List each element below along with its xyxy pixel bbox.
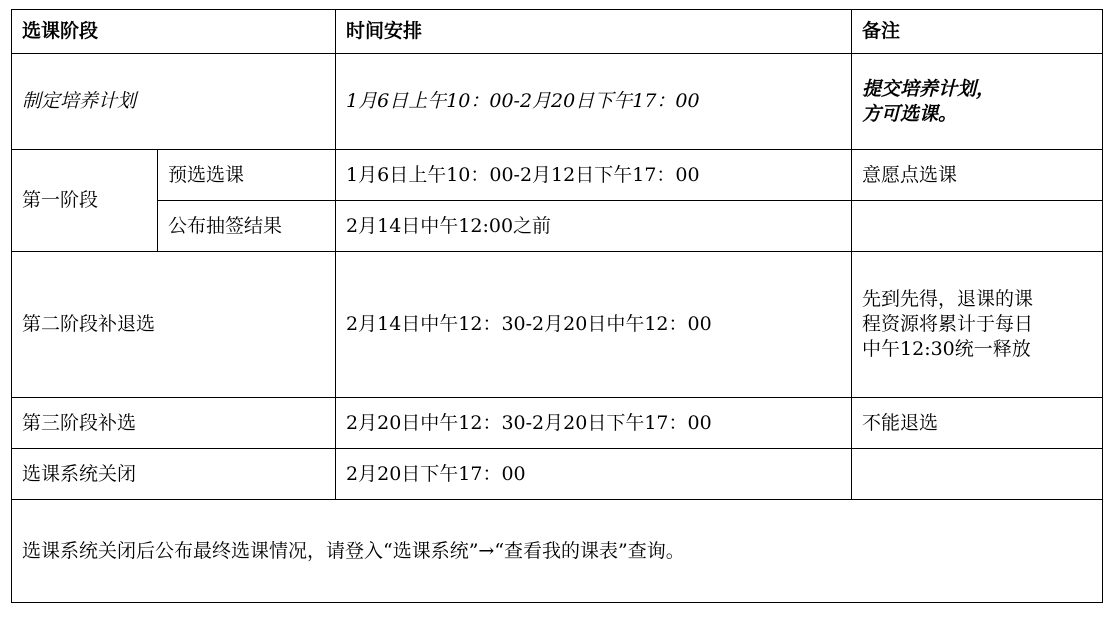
phase1-preselect-label: 预选选课: [158, 150, 336, 201]
plan-note: [852, 54, 1103, 150]
phase1-stage: 第一阶段: [12, 150, 158, 252]
table-row-phase1-lottery: [12, 201, 1103, 252]
phase1-preselect-time: 1月6日上午10：00-2月12日下午17：00: [336, 150, 852, 201]
phase2-stage: 第二阶段补退选: [12, 252, 336, 398]
table-header-row: [12, 10, 1103, 54]
phase1-lottery-time: 2月14日中午12:00之前: [336, 201, 852, 252]
table-row-plan: [12, 54, 1103, 150]
plan-stage: 制定培养计划: [12, 54, 336, 150]
phase2-note-line-1: 先到先得，退课的课: [862, 288, 1034, 310]
phase2-time: 2月14日中午12：30-2月20日中午12：00: [336, 252, 852, 398]
header-stage: 选课阶段: [12, 10, 336, 54]
course-selection-schedule-table: [11, 9, 1103, 603]
table-row-footer: [12, 500, 1103, 603]
phase2-note: [852, 252, 1103, 398]
table-row-phase3: [12, 398, 1103, 449]
plan-time: 1月6日上午10：00-2月20日下午17：00: [336, 54, 852, 150]
phase1-lottery-label: 公布抽签结果: [158, 201, 336, 252]
table-row-phase2: [12, 252, 1103, 398]
phase1-preselect-note: 意愿点选课: [852, 150, 1103, 201]
plan-note-line-2: 方可选课。: [862, 102, 958, 125]
table-row-phase1-preselect: [12, 150, 1103, 201]
phase3-stage: 第三阶段补选: [12, 398, 336, 449]
close-stage: 选课系统关闭: [12, 449, 336, 500]
phase2-note-line-2: 程资源将累计于每日: [862, 313, 1034, 335]
footer-note: 选课系统关闭后公布最终选课情况，请登入“选课系统”→“查看我的课表”查询。: [12, 500, 1103, 603]
table-row-close: [12, 449, 1103, 500]
phase2-note-line-3: 中午12:30统一释放: [862, 338, 1031, 360]
plan-note-line-1: 提交培养计划，: [862, 77, 996, 100]
close-note: [852, 449, 1103, 500]
phase1-lottery-note: [852, 201, 1103, 252]
header-time: 时间安排: [336, 10, 852, 54]
phase3-note: 不能退选: [852, 398, 1103, 449]
phase3-time: 2月20日中午12：30-2月20日下午17：00: [336, 398, 852, 449]
header-note: 备注: [852, 10, 1103, 54]
close-time: 2月20日下午17：00: [336, 449, 852, 500]
